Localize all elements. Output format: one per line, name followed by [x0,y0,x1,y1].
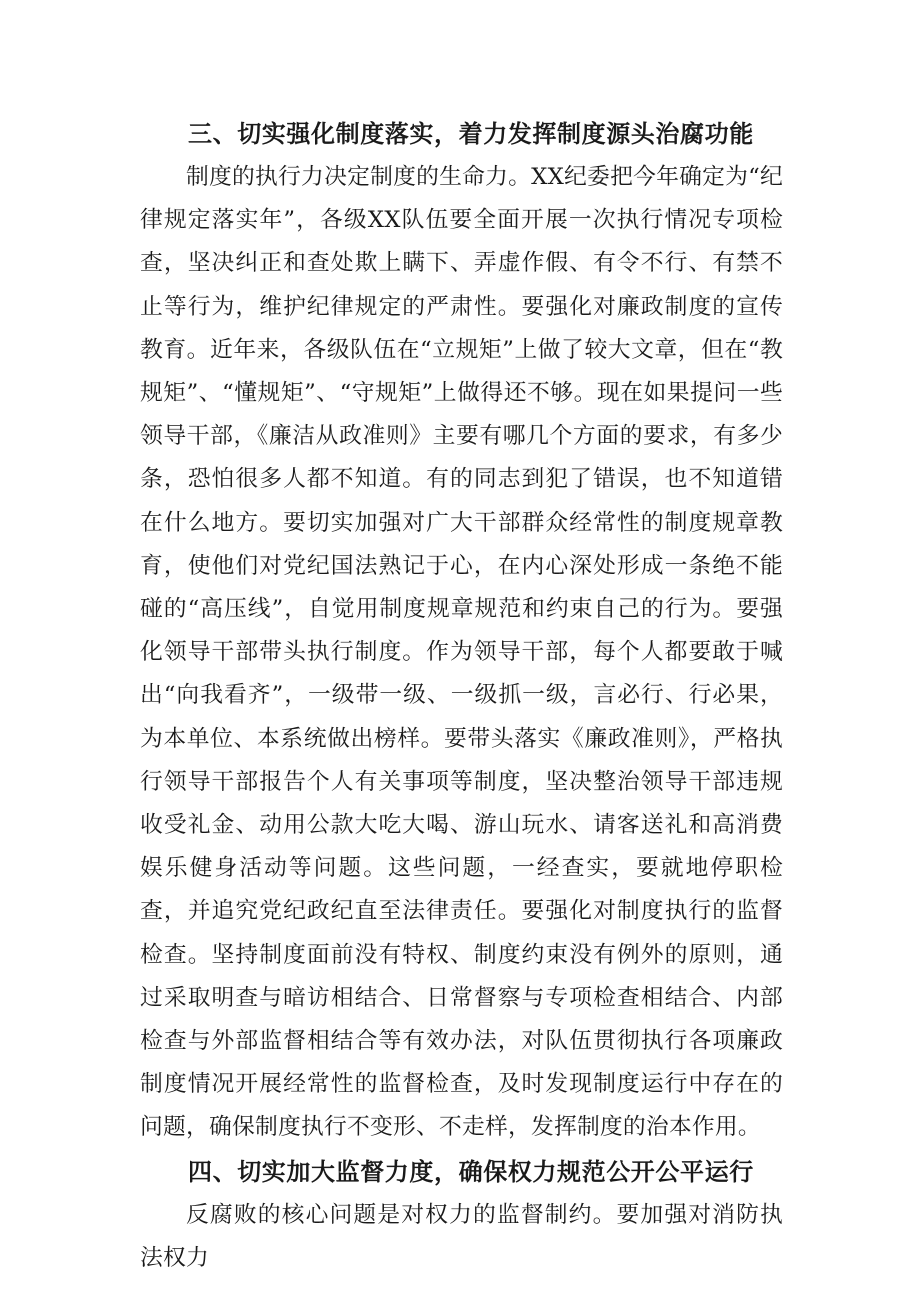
section-4-paragraph: 反腐败的核心问题是对权力的监督制约。要加强对消防执法权力 [140,1201,783,1271]
section-3-paragraph: 制度的执行力决定制度的生命力。XX纪委把今年确定为“纪律规定落实年”，各级XX队伍要全面开展一次执行情况专项检查，坚决纠正和查处欺上瞒下、弄虚作假、有令不行、有禁不止等行为，维护纪律规定的严肃性。要强化对廉政制度的宣传教育。近年来，各级队伍在“立规矩”上做了较大文章，但在“教规矩”、“懂规矩”、“守规矩”上做得还不够。现在如果提问一些领导干部，《廉洁从政准则》主要有哪几个方面的要求，有多少条，恐怕很多人都不知道。有的同志到犯了错误，也不知道错在什么地方。要切实加强对广大干部群众经常性的制度规章教育，使他们对党纪国法熟记于心，在内心深处形成一条绝不能碰的“高压线”，自觉用制度规章规范和约束自己的行为。要强化领导干部带头执行制度。作为领导干部，每个人都要敢于喊出“向我看齐”，一级带一级、一级抓一级，言必行、行必果，为本单位、本系统做出榜样。要带头落实《廉政准则》，严格执行领导干部报告个人有关事项等制度，坚决整治领导干部违规收受礼金、动用公款大吃大喝、游山玩水、请客送礼和高消费娱乐健身活动等问题。这些问题，一经查实，要就地停职检查，并追究党纪政纪直至法律责任。要强化对制度执行的监督检查。坚持制度面前没有特权、制度约束没有例外的原则，通过采取明查与暗访相结合、日常督察与专项检查相结合、内部检查与外部监督相结合等有效办法，对队伍贯彻执行各项廉政制度情况开展经常性的监督检查，及时发现制度运行中存在的问题，确保制度执行不变形、不走样，发挥制度的治本作用。 [140,164,783,1141]
section-3-heading: 三、切实强化制度落实，着力发挥制度源头治腐功能 [188,120,754,148]
section-4-heading: 四、切实加大监督力度，确保权力规范公开公平运行 [188,1157,754,1186]
